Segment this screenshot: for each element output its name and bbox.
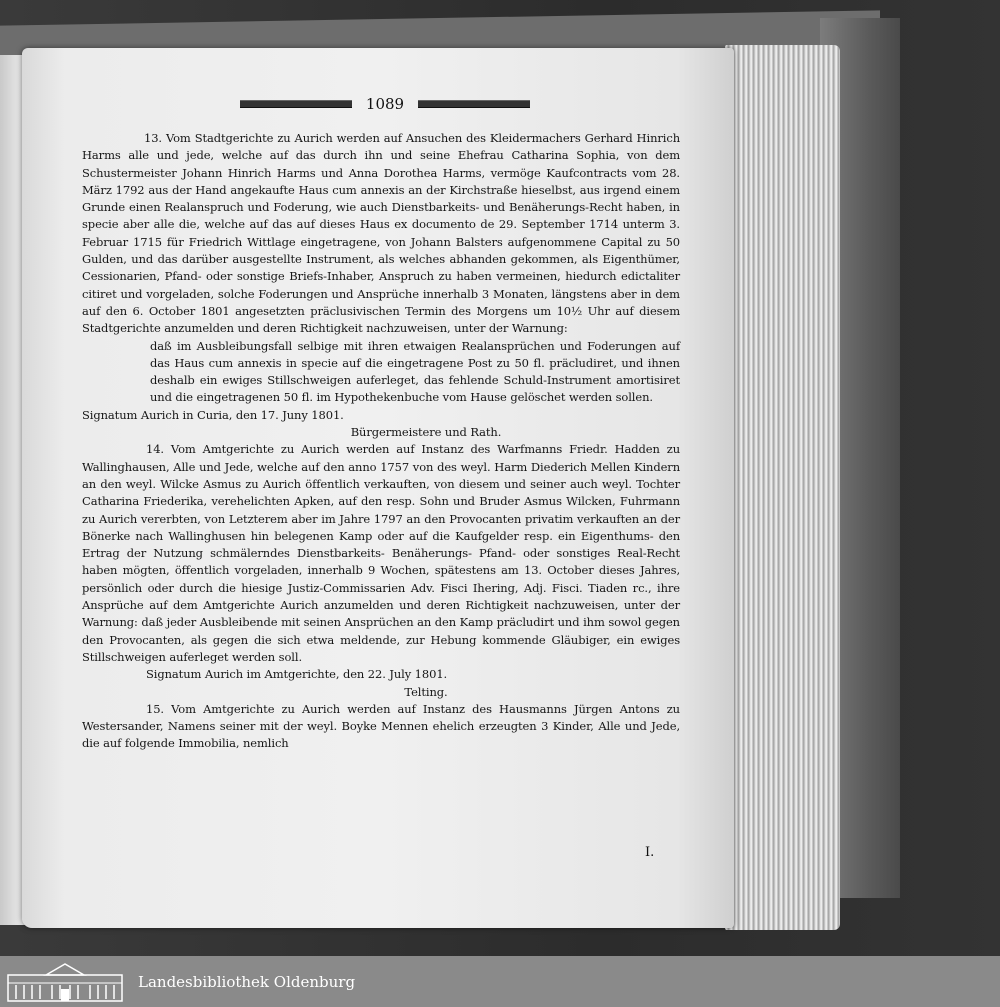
header-rule-right — [418, 100, 530, 108]
signature-line-13: Signatum Aurich in Curia, den 17. Juny 1801. — [82, 407, 344, 422]
warning-clause-13: daß im Ausbleibungsfall selbige mit ihren etwaigen Realansprüchen und Foderungen auf das Haus cum annexis in specie auf die eingetragene Post zu 50 fl. präcludiret, und ihnen deshalb ein ewiges Stillschweigen auferleget, das fehlende Schuld-Instrument amortisiret und die eingetragenen 50 fl. im Hypothekenbuche vom Hause gelöschet werden sollen. — [150, 338, 680, 405]
library-building-icon — [6, 961, 124, 1003]
page-number: 1089 — [365, 95, 405, 113]
signature-line-14: Signatum Aurich im Amtgerichte, den 22. July 1801. — [146, 667, 448, 682]
page-body — [82, 130, 680, 753]
paragraph-13: 13. Vom Stadtgerichte zu Aurich werden auf Ansuchen des Kleidermachers Gerhard Hinrich Harms alle und jede, welche auf das durch ihn und seine Ehefrau Catharina Sophia, von dem Schustermeister Johann Hinrich Harms und Anna Dorothea Harms, vermöge Kaufcontracts vom 28. März 1792 aus der Hand angekaufte Haus cum annexis an der Kirchstraße hieselbst, aus irgend einem Grunde einen Realanspruch und Foderung, wie auch Dienstbarkeits- und Benäherungs-Recht haben, in specie aber alle die, welche auf das auf dieses Haus ex documento de 29. September 1714 unterm 3. Februar 1715 für Friedrich Wittlage eingetragene, von Johann Balsters aufgenommene Capital zu 50 Gulden, und das darüber ausgestellte Instrument, als welches abhanden gekommen, als Eigenthümer, Cessionarien, Pfand- oder sonstige Briefs-Inhaber, Anspruch zu haben vermeinen, hiedurch edictaliter citiret und vorgeladen, solche Foderungen und Ansprüche innerhalb 3 Monaten, längstens aber in dem auf den 6. October 1801 angesetzten präclusivischen Termin des Morgens um 10½ Uhr auf diesem Stadtgerichte anzumelden und deren Richtigkeit nachzuweisen, unter der Warnung: — [82, 131, 680, 336]
header-rule-left — [240, 100, 352, 108]
footer-bar — [0, 956, 1000, 1007]
paragraph-15: 15. Vom Amtgerichte zu Aurich werden auf Instanz des Hausmanns Jürgen Antons zu Westersander, Namens seiner mit der weyl. Boyke Mennen ehelich erzeugten 3 Kinder, Alle und Jede, die auf folgende Immobilia, nemlich — [82, 701, 680, 751]
page-header — [240, 92, 530, 116]
catchword: I. — [645, 845, 655, 860]
page-block-edges — [725, 45, 840, 930]
paragraph-14: 14. Vom Amtgerichte zu Aurich werden auf Instanz des Warfmanns Friedr. Hadden zu Wallinghausen, Alle und Jede, welche auf den anno 1757 von des weyl. Harm Diederich Mellen Kindern an den weyl. Wilcke Asmus zu Aurich öffentlich verkauften, von diesem und seiner auch weyl. Tochter Catharina Friederika, verehelichten Apken, auf den resp. Sohn und Bruder Asmus Wilcken, Fuhrmann zu Aurich vererbten, von Letzterem aber im Jahre 1797 an den Provocanten privatim verkauften an der Bönerke nach Wallinghusen hin belegenen Kamp oder auf die Kaufgelder resp. ein Eigenthums- den Ertrag der Nutzung schmälerndes Dienstbarkeits- Benäherungs- Pfand- oder sonstiges Real-Recht haben mögten, öffentlich vorgeladen, innerhalb 9 Wochen, spätestens am 13. October dieses Jahres, persönlich oder durch die hiesige Justiz-Commissarien Adv. Fisci Ihering, Adj. Fisci. Tiaden rc., ihre Ansprüche auf dem Amtgerichte Aurich anzumelden und deren Richtigkeit nachzuweisen, unter der Warnung: daß jeder Ausbleibende mit seinen Ansprüchen an den Kamp präcludirt und ihm sowol gegen den Provocanten, als gegen die sich etwa meldende, zur Hebung kommende Gläubiger, ein ewiges Stillschweigen auferleget werden soll. — [82, 442, 680, 664]
signatory-13: Bürgermeistere und Rath. — [350, 425, 502, 440]
signatory-14: Telting. — [404, 684, 448, 699]
institution-label: Landesbibliothek Oldenburg — [138, 972, 356, 991]
